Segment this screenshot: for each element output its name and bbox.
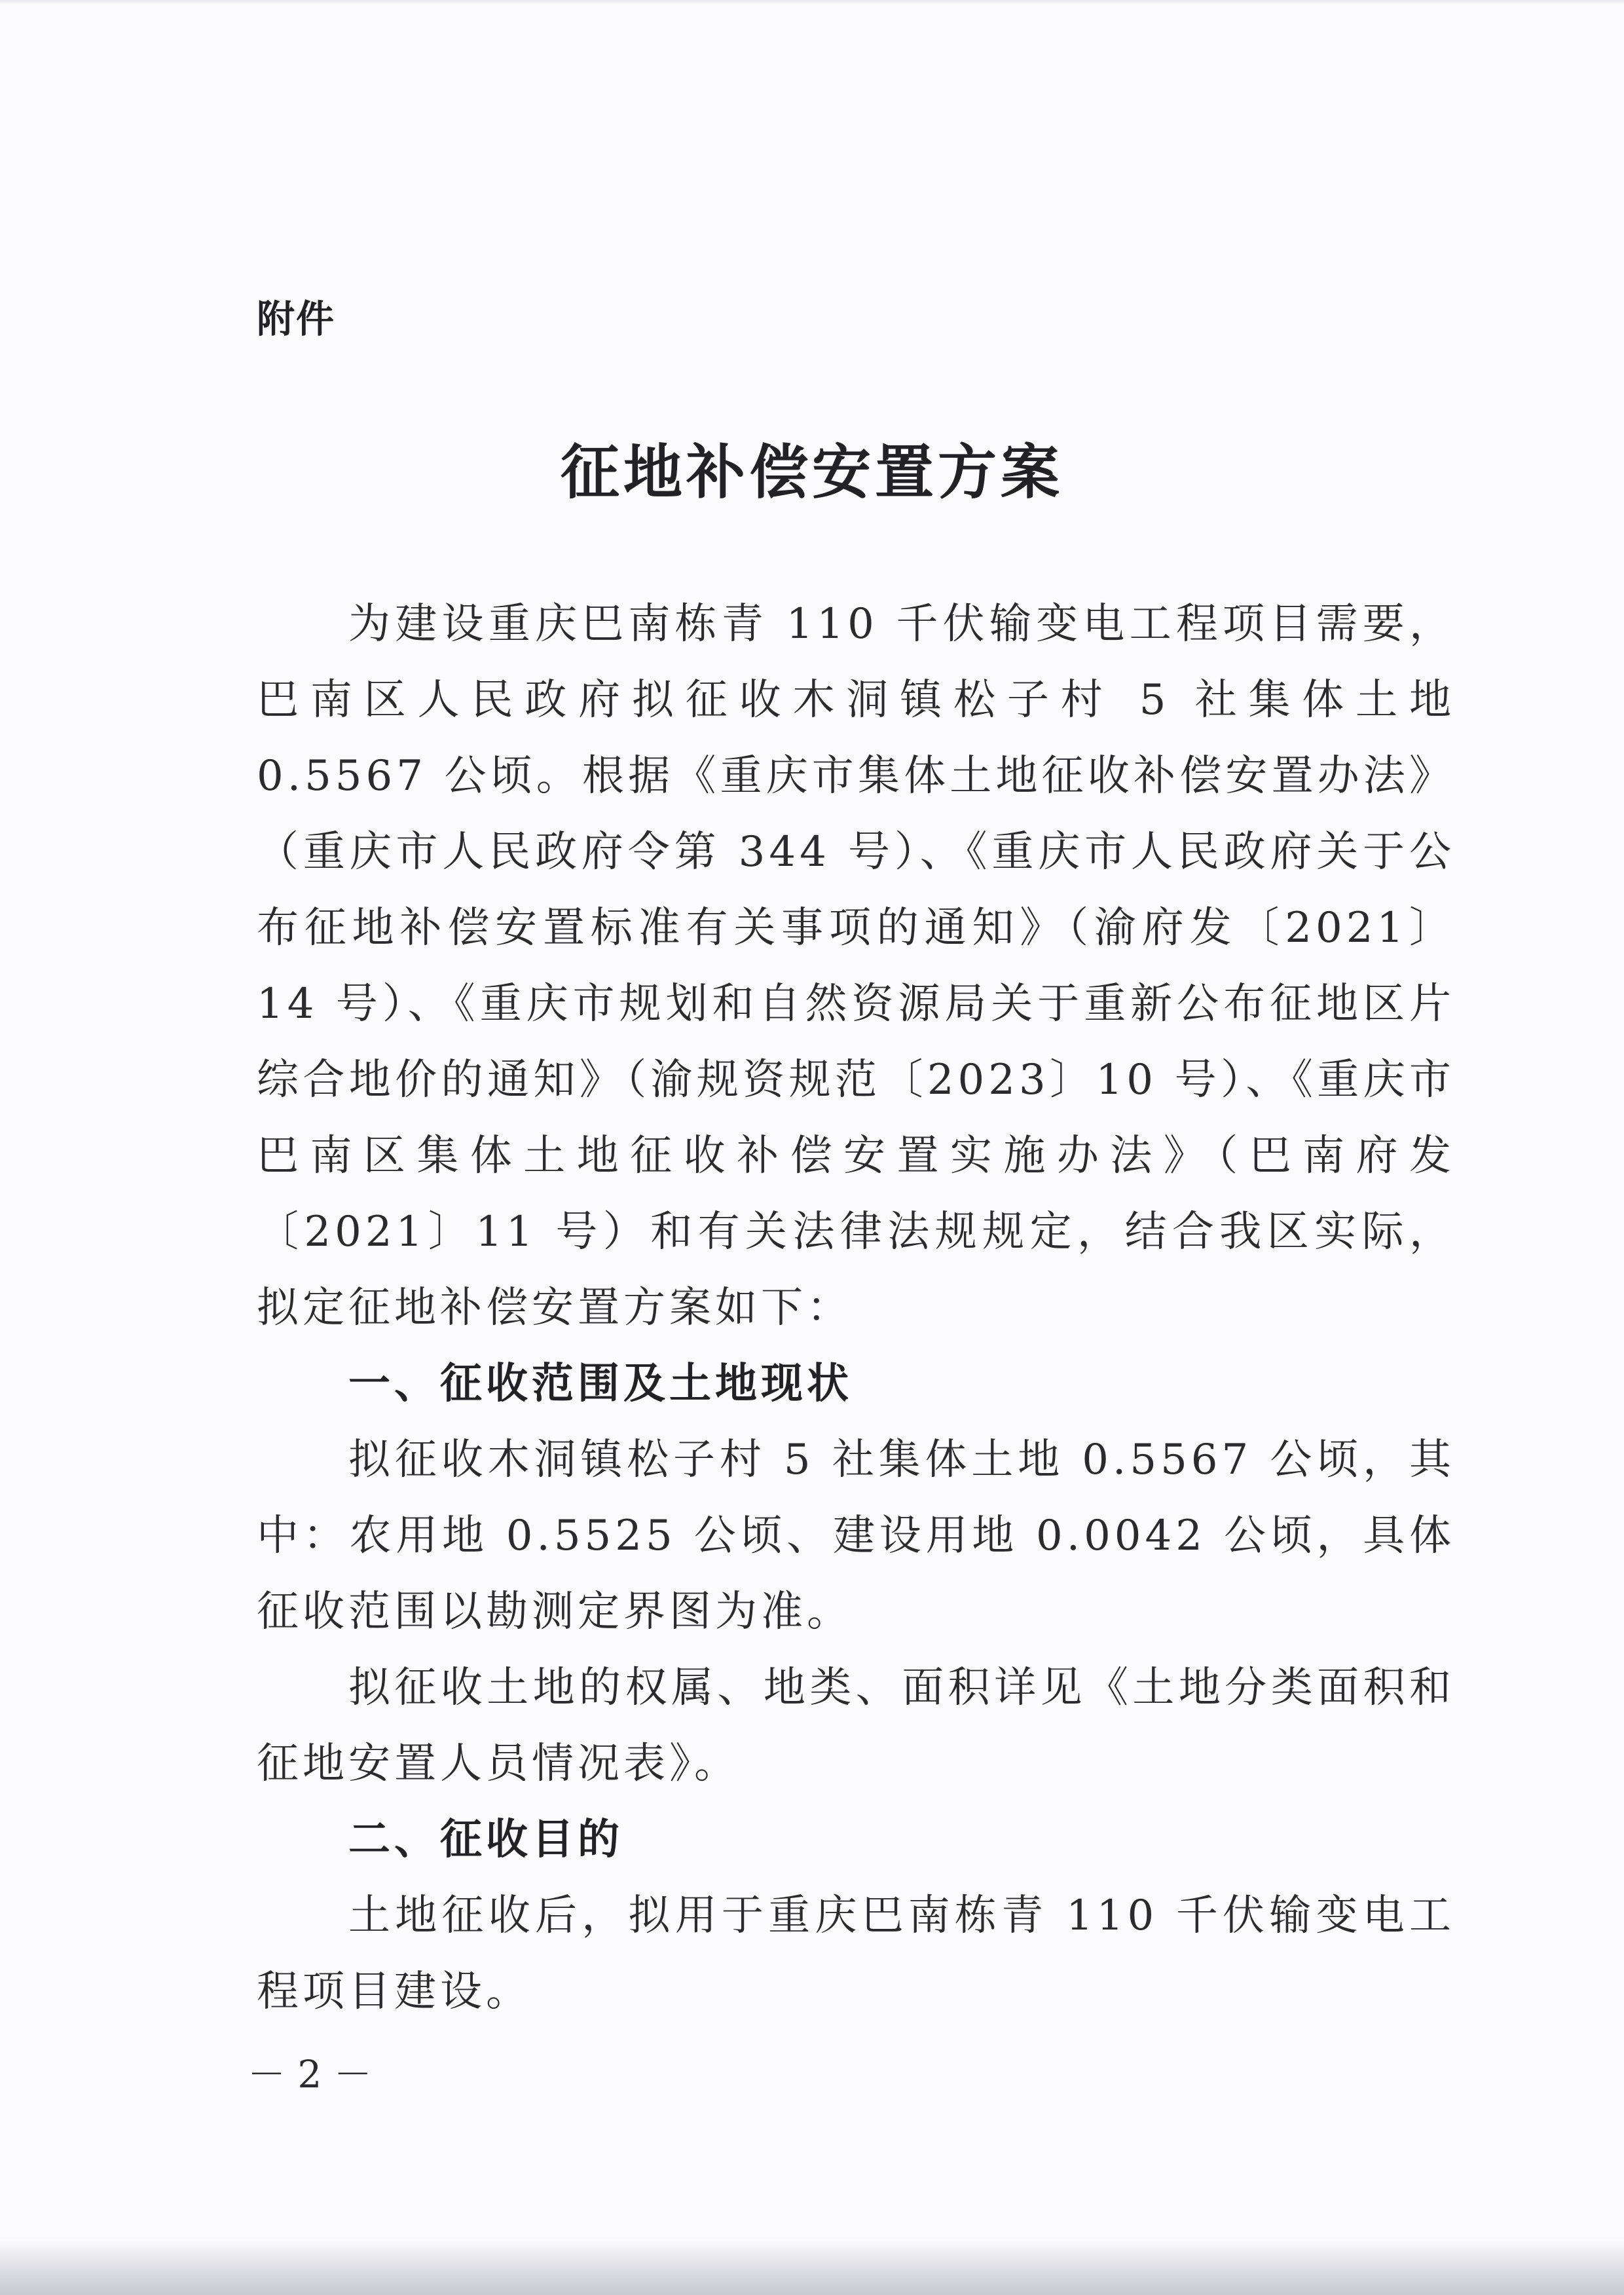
intro-paragraph: 为建设重庆巴南栋青 110 千伏输变电工程项目需要，巴南区人民政府拟征收木洞镇松子村 5 社集体土地 0.5567 公顷。根据《重庆市集体土地征收补偿安置办法》（重庆市人民政府令第 344 号）、《重庆市人民政府关于公布征地补偿安置标准有关事项的通知》（渝府发〔2021〕14 号）、《重庆市规划和自然资源局关于重新公布征地区片综合地价的通知》（渝规资规范〔2023〕10 号）、《重庆市巴南区集体土地征收补偿安置实施办法》（巴南府发〔2021〕11 号）和有关法律法规规定，结合我区实际，拟定征地补偿安置方案如下： — [257, 600, 1455, 1332]
section-1-paragraph-1: 拟征收木洞镇松子村 5 社集体土地 0.5567 公顷，其中：农用地 0.5525 公顷、建设用地 0.0042 公顷，具体征收范围以勘测定界图为准。 — [257, 1436, 1455, 1636]
section-2-heading: 二、征收目的 — [348, 1816, 623, 1864]
section-1-paragraph-2: 拟征收土地的权属、地类、面积详见《土地分类面积和征地安置人员情况表》。 — [257, 1664, 1455, 1788]
document-title: 征地补偿安置方案 — [561, 438, 1063, 507]
page-number: － 2 － — [248, 2052, 372, 2097]
section-2-paragraph-1: 土地征收后，拟用于重庆巴南栋青 110 千伏输变电工程项目建设。 — [257, 1892, 1455, 2016]
attachment-label: 附件 — [257, 297, 336, 341]
page-edge-bottom — [0, 2240, 1624, 2295]
section-1-heading: 一、征收范围及土地现状 — [348, 1360, 853, 1408]
document-body — [257, 586, 1455, 2030]
page-edge-top — [0, 0, 1624, 4]
